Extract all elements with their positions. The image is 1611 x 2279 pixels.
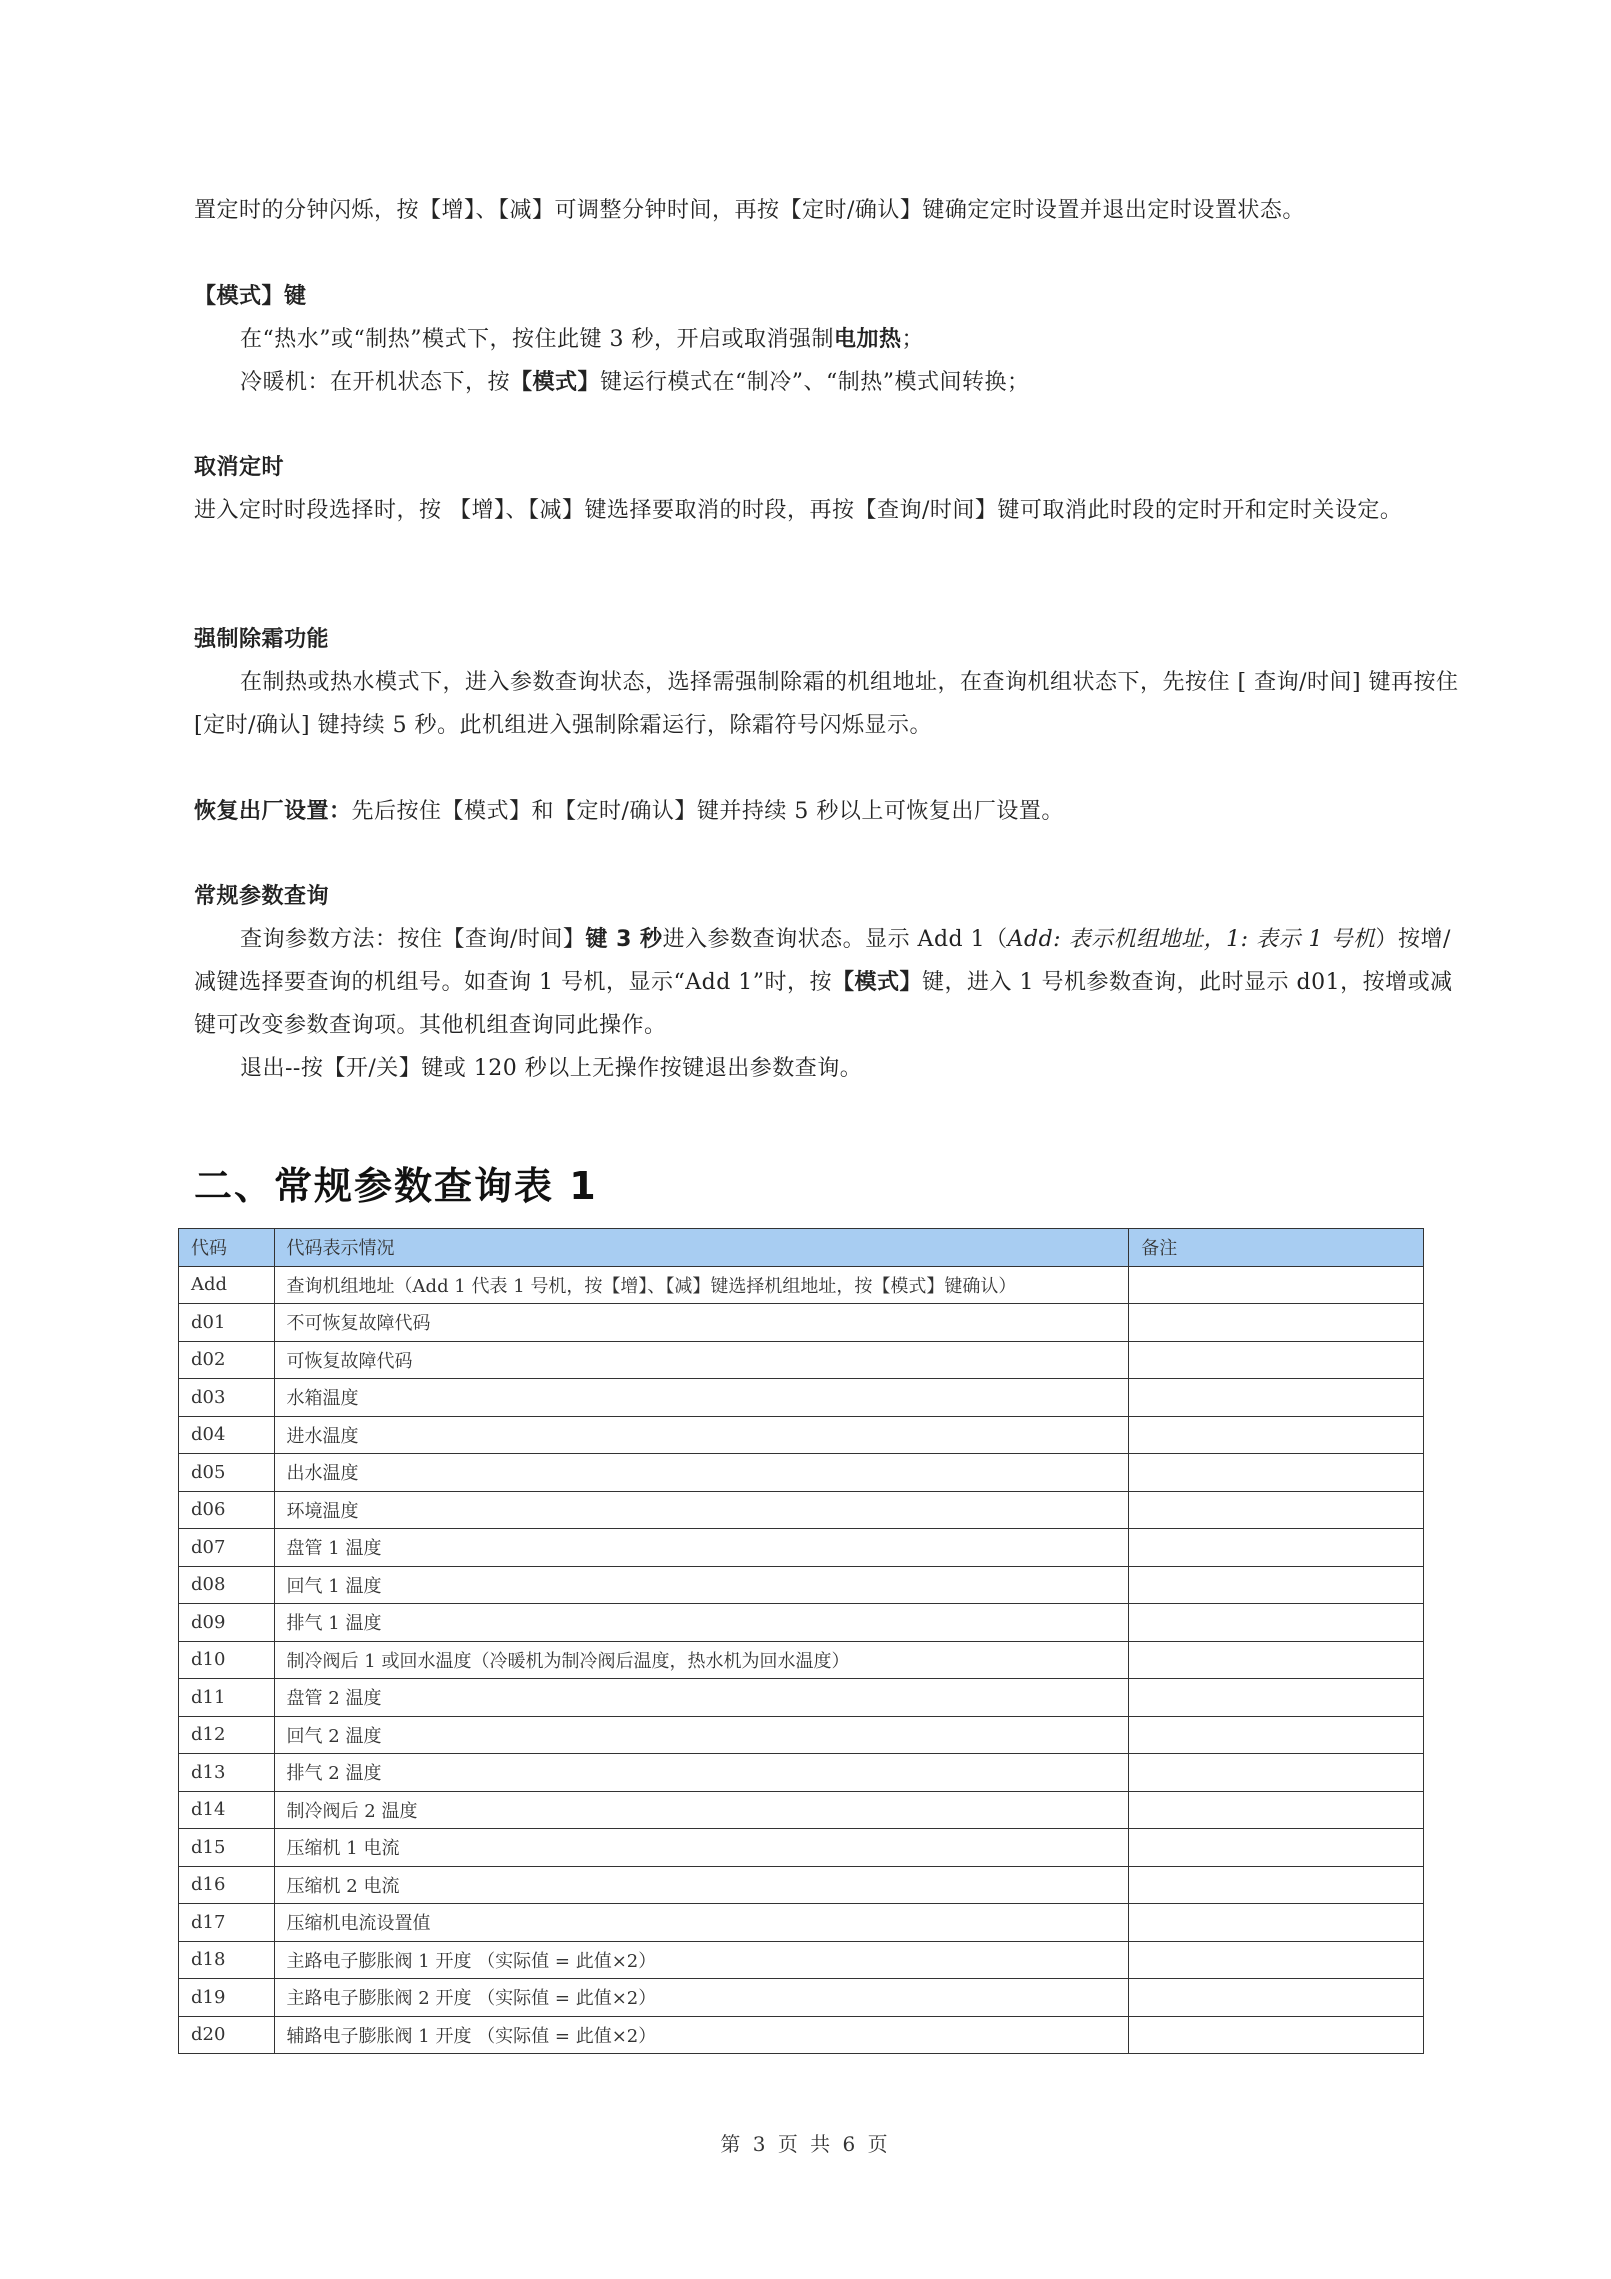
defrost-text: 在制热或热水模式下，进入参数查询状态，选择需强制除霜的机组地址，在查询机组状态下，先按住 [ 查询/时间] 键再按住[定时/确认] 键持续 5 秒。此机组进入强制除霜运行，除霜符号闪烁显示。: [194, 670, 1459, 738]
cell-note: [1129, 1416, 1424, 1454]
cell-description: 水箱温度: [274, 1379, 1129, 1417]
table-header-row: [179, 1229, 1424, 1267]
pq-text-b: 进入参数查询状态。显示 Add 1（: [662, 927, 1008, 952]
table-row: [179, 1679, 1424, 1717]
cell-description: 回气 2 温度: [274, 1716, 1129, 1754]
pq-italic-note: Add: 表示机组地址，1: 表示 1 号机: [1007, 927, 1376, 952]
cell-description: 盘管 1 温度: [274, 1529, 1129, 1567]
cell-code: d09: [179, 1604, 275, 1642]
cell-note: [1129, 1566, 1424, 1604]
mode-key-line-1-bold: 电加热: [833, 327, 902, 352]
cell-note: [1129, 1979, 1424, 2017]
table-row: [179, 1754, 1424, 1792]
cell-code: d12: [179, 1716, 275, 1754]
table-row: [179, 1829, 1424, 1867]
mode-key-heading: 【模式】键: [194, 284, 307, 309]
table-row: [179, 1304, 1424, 1342]
cancel-timer-text: 进入定时时段选择时，按 【增】、【减】键选择要取消的时段，再按【查询/时间】键可取消此时段的定时开和定时关设定。: [194, 498, 1403, 523]
mode-key-line-2: [194, 361, 1464, 404]
cell-description: 不可恢复故障代码: [274, 1304, 1129, 1342]
cell-code: d10: [179, 1641, 275, 1679]
cell-code: d06: [179, 1491, 275, 1529]
factory-reset-text: 先后按住【模式】和【定时/确认】键并持续 5 秒以上可恢复出厂设置。: [351, 799, 1064, 824]
cell-description: 可恢复故障代码: [274, 1341, 1129, 1379]
table-row: [179, 1379, 1424, 1417]
pq-text-c: ）按增/减键选择要查询的机组号。如查询 1 号机，显示“Add 1”时，按: [194, 927, 1451, 995]
cell-code: d05: [179, 1454, 275, 1492]
mode-key-line-1: [194, 318, 1464, 361]
page-footer: 第 3 页 共 6 页: [720, 2132, 891, 2156]
cell-note: [1129, 1866, 1424, 1904]
param-query-paragraph-1: [194, 918, 1464, 1047]
cell-code: d15: [179, 1829, 275, 1867]
cell-note: [1129, 1754, 1424, 1792]
cell-note: [1129, 1791, 1424, 1829]
cell-note: [1129, 1604, 1424, 1642]
mode-key-line-2-end: 键运行模式在“制冷”、“制热”模式间转换；: [600, 370, 1030, 395]
cell-note: [1129, 1829, 1424, 1867]
table-row: [179, 1866, 1424, 1904]
pq-text-a: 查询参数方法：按住【查询/时间】: [240, 927, 586, 952]
cell-note: [1129, 1454, 1424, 1492]
table-row: [179, 1266, 1424, 1304]
cell-description: 查询机组地址（Add 1 代表 1 号机，按【增】、【减】键选择机组地址，按【模式】键确认）: [274, 1266, 1129, 1304]
cell-code: d13: [179, 1754, 275, 1792]
cell-note: [1129, 1716, 1424, 1754]
intro-line: 置定时的分钟闪烁，按【增】、【减】可调整分钟时间，再按【定时/确认】键确定定时设置并退出定时设置状态。: [194, 198, 1305, 223]
cell-note: [1129, 1379, 1424, 1417]
table-row: [179, 1566, 1424, 1604]
cell-code: d17: [179, 1904, 275, 1942]
section-title: 二、常规参数查询表 1: [194, 1164, 598, 1208]
cell-description: 制冷阀后 2 温度: [274, 1791, 1129, 1829]
table-row: [179, 1341, 1424, 1379]
cell-description: 环境温度: [274, 1491, 1129, 1529]
cell-note: [1129, 1641, 1424, 1679]
param-query-heading: 常规参数查询: [194, 884, 330, 909]
pq-bold-1: 键 3 秒: [585, 927, 663, 952]
header-description: 代码表示情况: [274, 1229, 1129, 1267]
cell-description: 压缩机 2 电流: [274, 1866, 1129, 1904]
factory-reset-label: 恢复出厂设置：: [194, 799, 352, 824]
cell-note: [1129, 1304, 1424, 1342]
pq-text-d: 键，进入 1 号机参数查询，此时显示 d01，按增或减键可改变参数查询项。其他机组查询同此操作。: [194, 970, 1453, 1038]
cell-code: d07: [179, 1529, 275, 1567]
cell-code: d16: [179, 1866, 275, 1904]
defrost-heading: 强制除霜功能: [194, 627, 330, 652]
cell-description: 回气 1 温度: [274, 1566, 1129, 1604]
cell-code: d19: [179, 1979, 275, 2017]
table-row: [179, 1529, 1424, 1567]
mode-key-line-1-end: ；: [901, 327, 925, 352]
cell-description: 进水温度: [274, 1416, 1129, 1454]
cell-description: 主路电子膨胀阀 2 开度 （实际值 = 此值×2）: [274, 1979, 1129, 2017]
cell-description: 辅路电子膨胀阀 1 开度 （实际值 = 此值×2）: [274, 2016, 1129, 2054]
table-row: [179, 1791, 1424, 1829]
cell-code: d02: [179, 1341, 275, 1379]
table-row: [179, 1941, 1424, 1979]
cell-description: 盘管 2 温度: [274, 1679, 1129, 1717]
cell-description: 出水温度: [274, 1454, 1129, 1492]
cell-note: [1129, 1341, 1424, 1379]
table-row: [179, 1979, 1424, 2017]
header-code: 代码: [179, 1229, 275, 1267]
cell-description: 主路电子膨胀阀 1 开度 （实际值 = 此值×2）: [274, 1941, 1129, 1979]
factory-reset-line: [194, 790, 1464, 833]
cell-note: [1129, 1904, 1424, 1942]
cell-code: d01: [179, 1304, 275, 1342]
cell-code: d08: [179, 1566, 275, 1604]
parameter-table: [178, 1228, 1424, 2054]
cell-description: 制冷阀后 1 或回水温度（冷暖机为制冷阀后温度，热水机为回水温度）: [274, 1641, 1129, 1679]
cell-code: Add: [179, 1266, 275, 1304]
cell-description: 压缩机电流设置值: [274, 1904, 1129, 1942]
table-row: [179, 1716, 1424, 1754]
table-row: [179, 1904, 1424, 1942]
cancel-timer-heading: 取消定时: [194, 455, 285, 480]
table-row: [179, 2016, 1424, 2054]
cell-code: d03: [179, 1379, 275, 1417]
cell-code: d04: [179, 1416, 275, 1454]
pq-bold-2: 【模式】: [832, 970, 923, 995]
cell-note: [1129, 2016, 1424, 2054]
header-note: 备注: [1129, 1229, 1424, 1267]
table-row: [179, 1604, 1424, 1642]
cell-code: d14: [179, 1791, 275, 1829]
cell-note: [1129, 1266, 1424, 1304]
table-row: [179, 1454, 1424, 1492]
cell-description: 压缩机 1 电流: [274, 1829, 1129, 1867]
cell-code: d18: [179, 1941, 275, 1979]
table-row: [179, 1641, 1424, 1679]
cell-note: [1129, 1491, 1424, 1529]
param-query-paragraph-2: 退出--按【开/关】键或 120 秒以上无操作按键退出参数查询。: [240, 1056, 863, 1081]
cell-note: [1129, 1941, 1424, 1979]
cell-code: d11: [179, 1679, 275, 1717]
table-row: [179, 1491, 1424, 1529]
cell-code: d20: [179, 2016, 275, 2054]
cell-description: 排气 2 温度: [274, 1754, 1129, 1792]
mode-key-line-2-text: 冷暖机：在开机状态下，按: [240, 370, 511, 395]
cell-description: 排气 1 温度: [274, 1604, 1129, 1642]
mode-key-line-2-bold: 【模式】: [510, 370, 601, 395]
mode-key-line-1-text: 在“热水”或“制热”模式下，按住此键 3 秒，开启或取消强制: [240, 327, 834, 352]
cell-note: [1129, 1679, 1424, 1717]
cell-note: [1129, 1529, 1424, 1567]
table-row: [179, 1416, 1424, 1454]
